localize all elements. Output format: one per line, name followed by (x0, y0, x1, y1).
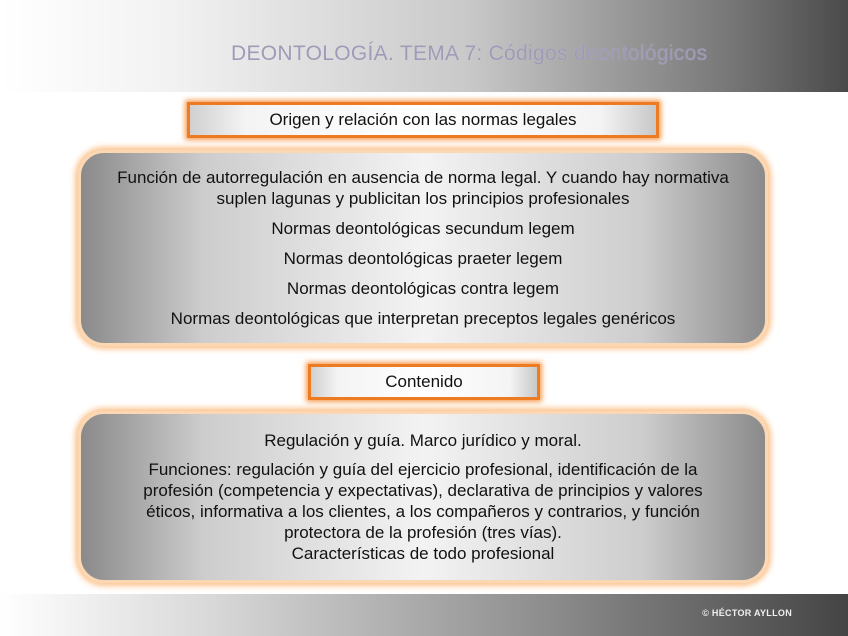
section-label-origen: Origen y relación con las normas legales (187, 102, 659, 138)
panel-line: Normas deontológicas secundum legem (271, 219, 575, 238)
content-panel-origen (78, 150, 768, 346)
panel-line: Normas deontológicas praeter legem (283, 249, 563, 268)
panel-line: Regulación y guía. Marco jurídico y moral. (264, 431, 582, 450)
slide-title: DEONTOLOGÍA. TEMA 7: Códigos deontológicos (231, 42, 708, 65)
panel-line: Características de todo profesional (291, 544, 555, 563)
panel-line: Normas deontológicas contra legem (286, 279, 560, 298)
copyright-text: © HÉCTOR AYLLON (702, 608, 792, 618)
content-panel-contenido (78, 411, 768, 583)
panel-line: Función de autorregulación en ausencia de norma legal. Y cuando hay normativa suplen lagunas y publicitan los principios profesionales (117, 168, 729, 208)
panel-paragraph (121, 459, 725, 564)
panel-line: Funciones: regulación y guía del ejercicio profesional, identificación de la profesión (competencia y expectativas), declarativa de principios y valores éticos, informativa a los clientes, a los compañeros y contrarios, y función protectora de la profesión (tres vías). (143, 460, 703, 542)
section-label-contenido: Contenido (308, 364, 540, 400)
panel-line: Normas deontológicas que interpretan preceptos legales genéricos (170, 309, 676, 328)
